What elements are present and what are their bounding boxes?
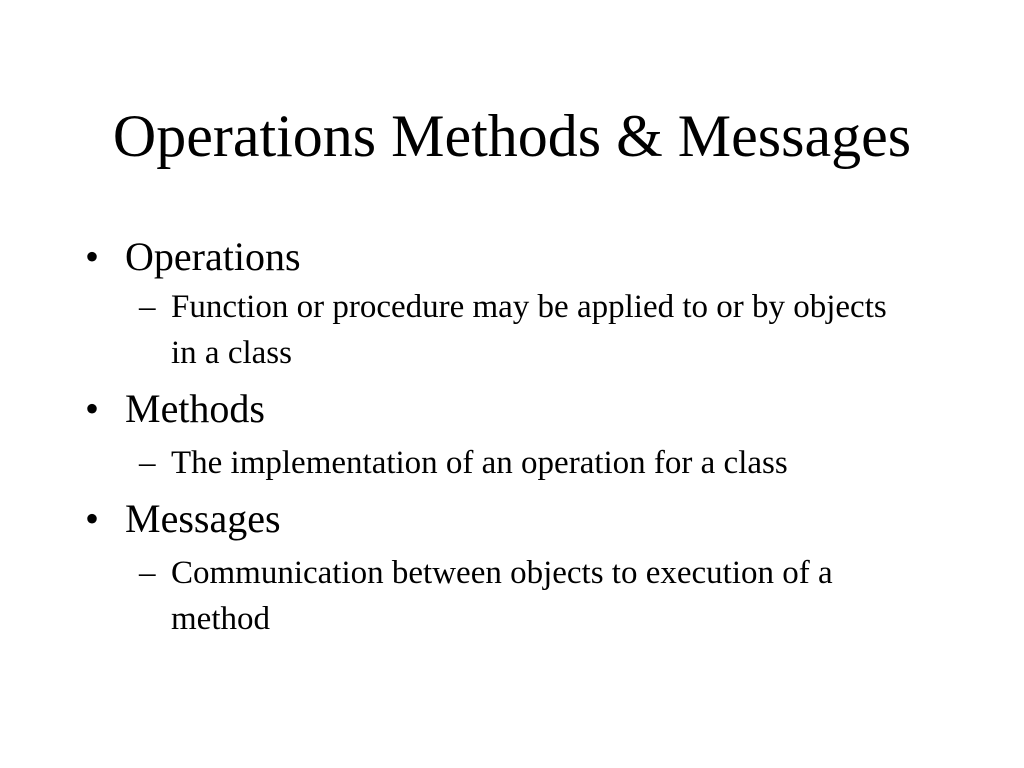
bullet-group-messages bbox=[85, 494, 945, 642]
bullet-item bbox=[85, 494, 945, 544]
sub-bullet-mark: – bbox=[139, 445, 156, 481]
slide-title: Operations Methods & Messages bbox=[112, 103, 912, 169]
bullet-mark: • bbox=[85, 386, 100, 431]
bullet-mark: • bbox=[85, 234, 100, 279]
bullet-label: Operations bbox=[125, 234, 301, 279]
bullet-label: Messages bbox=[125, 496, 281, 541]
bullet-item bbox=[85, 384, 945, 434]
bullet-mark: • bbox=[85, 496, 100, 541]
sub-bullet-text: The implementation of an operation for a class bbox=[171, 445, 788, 481]
sub-bullet-mark: – bbox=[139, 289, 156, 325]
sub-bullet-text: Communication between objects to execution of a method bbox=[171, 555, 833, 637]
sub-bullet-item bbox=[139, 440, 901, 486]
bullet-item bbox=[85, 232, 945, 282]
bullet-group-methods bbox=[85, 384, 945, 486]
sub-bullet-item bbox=[139, 550, 901, 642]
slide-body bbox=[85, 232, 945, 642]
sub-bullet-text: Function or procedure may be applied to or by objects in a class bbox=[171, 289, 887, 371]
bullet-group-operations bbox=[85, 232, 945, 376]
sub-bullet-item bbox=[139, 284, 901, 376]
sub-bullet-mark: – bbox=[139, 555, 156, 591]
bullet-label: Methods bbox=[125, 386, 265, 431]
